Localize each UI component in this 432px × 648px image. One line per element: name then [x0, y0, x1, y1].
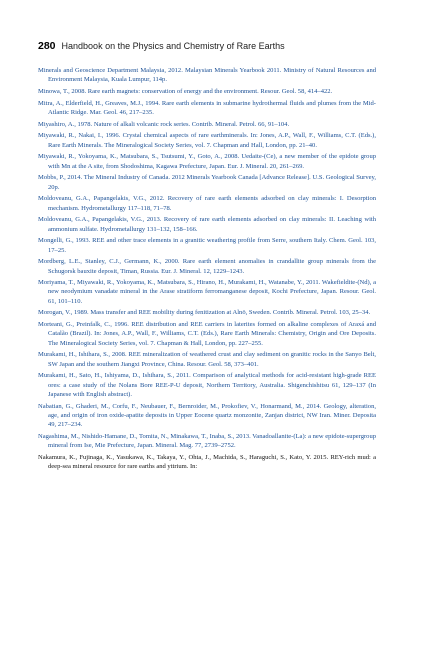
reference-entry[interactable]: Minowa, T., 2008. Rare earth magnets: conservation of energy and the environment. Resour. Geol. 58, 414–422.	[38, 87, 333, 95]
reference-entry[interactable]: Minerals and Geoscience Department Malaysia, 2012. Malaysian Minerals Yearbook 2011. Ministry of Natural Resources and Environment Malaysia, Kuala Lumpur, 114p.	[38, 67, 376, 84]
page-number: 280	[38, 40, 56, 52]
reference-entry[interactable]: Mobbs, P., 2014. The Mineral Industry of Canada. 2012 Minerals Yearbook Canada [Advance Release]. U.S. Geological Survey, 20p.	[38, 174, 376, 191]
reference-entry[interactable]: Miyawaki, R., Nakai, I., 1996. Crystal chemical aspects of rare earthminerals. In: Jones, A.P., Wall, F., Williams, C.T. (Eds.), Rare Earth Minerals. The Mineralogical Society Series, vol. 7. Chapman and Hall, London, pp. 21–40.	[38, 132, 376, 149]
reference-entry[interactable]: Miyawaki, R., Yokoyama, K., Matsubara, S., Tsutsumi, Y., Goto, A., 2008. Uedaite-(Ce), a new member of the epidote group with Mn at the A site, from Shodoshima, Kagawa Prefecture, Japan. Eur. J. Mineral. 20, 261–269.	[38, 153, 376, 170]
reference-entry[interactable]: Morteani, G., Preinfalk, C., 1996. REE distribution and REE carriers in laterites formed on alkaline complexes of Araxá and Catalão (Brazil). In: Jones, A.P., Wall, F., Williams, C.T. (Eds.), Rare Earth Minerals: Chemistry, Origin and Ore Deposits. The Mineralogical Society Series, vol. 7. Chapman & Hall, London, pp. 227–255.	[38, 321, 376, 347]
running-head	[38, 40, 376, 52]
reference-entry[interactable]: Moldoveanu, G.A., Papangelakis, V.G., 2013. Recovery of rare earth elements adsorbed on clay minerals: II. Leaching with ammonium sulfate. Hydrometallurgy 131–132, 158–166.	[38, 216, 376, 233]
reference-entry[interactable]: Moriyama, T., Miyawaki, R., Yokoyama, K., Matsubara, S., Hirano, H., Murakami, H., Watanabe, Y., 2011. Wakefieldite-(Nd), a new neodymium vanadate mineral in the Arase stratiform ferromanganese deposit, Kochi Prefecture, Japan. Resour. Geol. 61, 101–110.	[38, 279, 376, 305]
reference-entry[interactable]: Murakami, H., Sato, H., Ishiyama, D., Ishihara, S., 2011. Comparison of analytical methods for acid-resistant high-grade REE ores: a case study of the Nolans Bore REE-P-U deposit, Northern Territory, Australia. Shigenchishitsu 61, 129–137 (In Japanese with English abstract).	[38, 372, 376, 399]
book-title: Handbook on the Physics and Chemistry of Rare Earths	[61, 41, 285, 51]
reference-entry[interactable]: Murakami, H., Ishihara, S., 2008. REE mineralization of weathered crust and clay sediment on granitic rocks in the Sanyo Belt, SW Japan and the southern Jiangxi Province, China. Resour. Geol. 58, 373–401.	[38, 351, 376, 368]
reference-entry[interactable]: Mitra, A., Elderfield, H., Greaves, M.J., 1994. Rare earth elements in submarine hydrothermal fluids and plumes from the Mid-Atlantic Ridge. Mar. Geol. 46, 217–235.	[38, 99, 376, 116]
reference-entry[interactable]: Mongelli, G., 1993. REE and other trace elements in a granitic weathering profile from Serre, southern Italy. Chem. Geol. 103, 17–25.	[38, 237, 376, 254]
reference-entry[interactable]: Nabatian, G., Ghaderi, M., Corfu, F., Neubauer, F., Bernroider, M., Prokofiev, V., Honarmand, M., 2014. Geology, alteration, age, and origin of iron oxide-apatite deposits in Upper Eocene quartz monzonite, Zanjan district, NW Iran. Miner. Deposita 49, 217–234.	[38, 402, 376, 429]
reference-entry[interactable]: Mordberg, L.E., Stanley, C.J., Germann, K., 2000. Rare earth element anomalies in crandallite group minerals from the Schugorsk bauxite deposit, Timan, Russia. Eur. J. Mineral. 12, 1229–1243.	[38, 258, 376, 275]
reference-entry[interactable]: Moldoveanu, G.A., Papangelakis, V.G., 2012. Recovery of rare earth elements adsorbed on clay minerals: I. Desorption mechanism. Hydrometallurgy 117–118, 71–78.	[38, 195, 376, 212]
reference-list	[38, 66, 376, 472]
reference-entry[interactable]: Morogan, V., 1989. Mass transfer and REE mobility during fenitization at Alnö, Sweden. Contrib. Mineral. Petrol. 103, 25–34.	[38, 309, 371, 317]
reference-entry[interactable]: Miyashiro, A., 1978. Nature of alkali volcanic rock series. Contrib. Mineral. Petrol. 66, 91–104.	[38, 120, 290, 128]
reference-entry[interactable]: Nagashima, M., Nishido-Hamane, D., Tomita, N., Minakawa, T., Inaba, S., 2013. Vanadoallanite-(La): a new epidote-supergroup mineral from Ise, Mie Prefecture, Japan. Mineral. Mag. 77, 2739–2752.	[38, 433, 376, 450]
reference-entry-continued: Nakamura, K., Fujinaga, K., Yasukawa, K., Takaya, Y., Ohta, J., Machida, S., Haraguchi, S., Kato, Y. 2015. REY-rich mud: a deep-sea mineral resource for rare earths and yttrium. In:	[38, 454, 376, 471]
